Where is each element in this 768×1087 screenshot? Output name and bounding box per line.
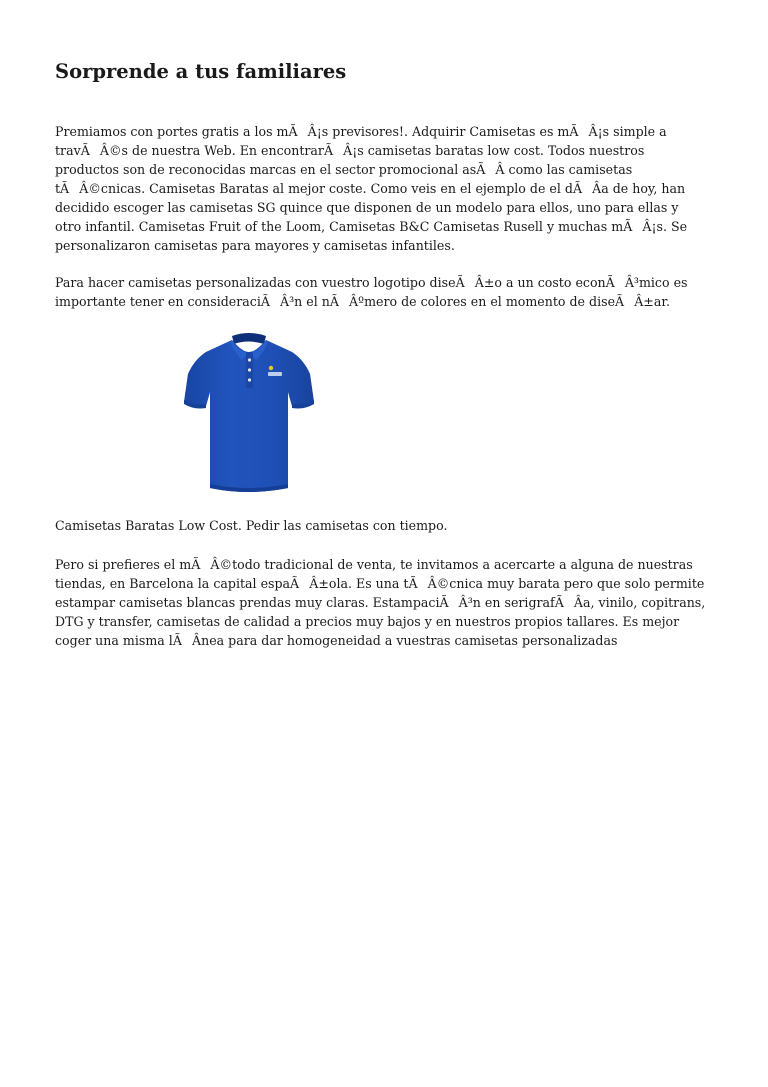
- text-line: decidido escoger las camisetas SG quince que disponen de un modelo para ellos, uno para ellas y: [55, 200, 679, 215]
- page-title: Sorprende a tus familiares: [55, 60, 347, 83]
- text-line: tiendas, en Barcelona la capital espaÃÂ±ola. Es una tÃÂ©cnica muy barata pero que solo permite: [55, 576, 705, 591]
- text-line: importante tener en consideraciÃÂ³n el nÃÂºmero de colores en el momento de diseÃÂ±ar.: [55, 294, 670, 309]
- text-line: DTG y transfer, camisetas de calidad a precios muy bajos y en nuestros propios tallares. Es mejor: [55, 614, 680, 629]
- caption-line: Camisetas Baratas Low Cost. Pedir las camisetas con tiempo.: [55, 518, 448, 533]
- traditional-sale-paragraph: [55, 555, 717, 650]
- text-line: productos son de reconocidas marcas en el sector promocional asÃÂ como las camisetas: [55, 162, 633, 177]
- text-line: estampar camisetas blancas prendas muy claras. EstampaciÃÂ³n en serigrafÃÂa, vinilo, copitrans,: [55, 595, 706, 610]
- text-line: tÃÂ©cnicas. Camisetas Baratas al mejor coste. Como veis en el ejemplo de el dÃÂa de hoy, han: [55, 181, 686, 196]
- text-line: Pero si prefieres el mÃÂ©todo tradicional de venta, te invitamos a acercarte a alguna de nuestras: [55, 557, 693, 572]
- polo-shirt-image: [176, 330, 322, 495]
- text-line: otro infantil. Camisetas Fruit of the Loom, Camisetas B&C Camisetas Rusell y muchas mÃÂ¡s. Se: [55, 219, 688, 234]
- image-caption: [55, 516, 717, 535]
- polo-shirt-icon: [176, 330, 322, 495]
- logo-design-paragraph: [55, 273, 717, 311]
- text-line: Premiamos con portes gratis a los mÃÂ¡s previsores!. Adquirir Camisetas es mÃÂ¡s simple a: [55, 124, 667, 139]
- text-line: travÃÂ©s de nuestra Web. En encontrarÃÂ¡s camisetas baratas low cost. Todos nuestros: [55, 143, 645, 158]
- text-line: Para hacer camisetas personalizadas con vuestro logotipo diseÃÂ±o a un costo econÃÂ³mico es: [55, 275, 688, 290]
- text-line: coger una misma lÃÂnea para dar homogeneidad a vuestras camisetas personalizadas: [55, 633, 618, 648]
- text-line: personalizaron camisetas para mayores y camisetas infantiles.: [55, 238, 455, 253]
- intro-paragraph: [55, 122, 717, 255]
